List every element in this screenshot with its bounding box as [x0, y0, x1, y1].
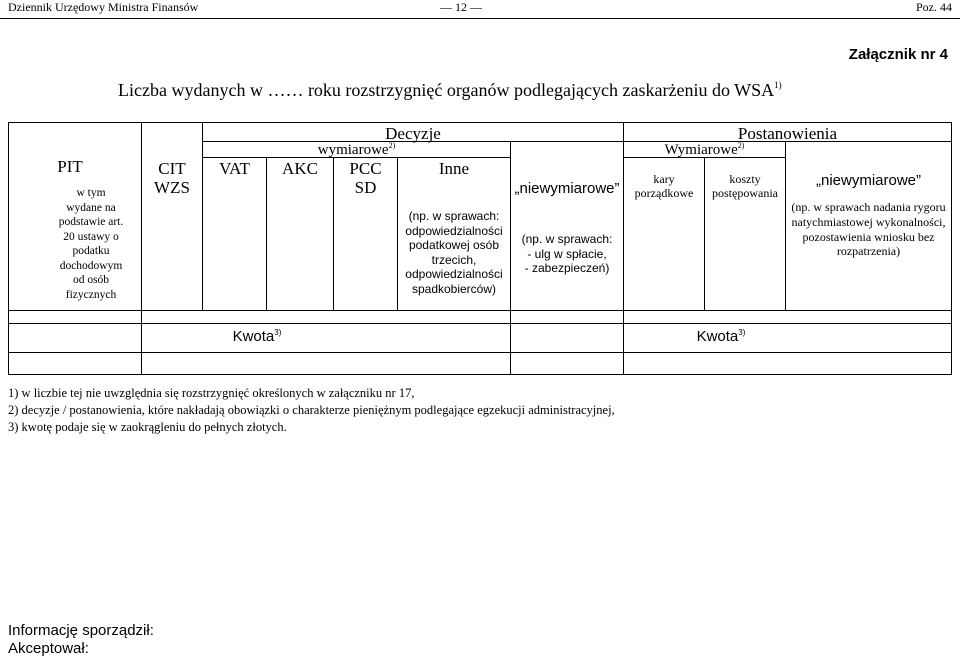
wymiarowe-postanowienia-header [624, 141, 785, 159]
footnotes [8, 385, 615, 436]
koszty-line: postępowania [712, 186, 778, 200]
koszty-line: koszty [729, 172, 761, 186]
niewymiarowe-post-line: natychmiastowej wykonalności, [791, 214, 946, 229]
koszty-header [705, 172, 785, 200]
journal-title: Dziennik Urzędowy Ministra Finansów [8, 0, 199, 14]
inne-line: odpowiedzialności [405, 267, 503, 282]
inne-header: Inne [438, 159, 470, 178]
pit-line: od osób [72, 274, 110, 286]
kwota-decyzje [142, 328, 372, 345]
pit-line: dochodowym [59, 259, 123, 272]
footnote-3: 3) kwotę podaje się w zaokrągleniu do pełnych złotych. [8, 420, 287, 434]
prepared-by-label: Informację sporządził: [8, 622, 154, 639]
niewymiarowe-postanowienia-header: „niewymiarowe” [815, 172, 922, 189]
postanowienia-header: Postanowienia [737, 124, 838, 143]
title-footnote: 1) [774, 80, 782, 90]
niewymiarowe-post-line: pozostawienia wniosku bez [802, 229, 935, 244]
niewymiarowe-decyzje-header: „niewymiarowe” [514, 180, 620, 197]
kwota-postanowienia-label: Kwota [696, 328, 739, 345]
pit-line: podstawie art. [58, 216, 124, 228]
niewymiarowe-dec-line: (np. w sprawach: [521, 232, 613, 246]
niewymiarowe-dec-line: - zabezpieczeń) [524, 261, 610, 276]
footnote-1: 1) w liczbie tej nie uwzględnia się rozstrzygnięć określonych w załączniku nr 17, [8, 386, 415, 400]
kary-header [624, 172, 704, 200]
cit-label: CIT [158, 159, 186, 178]
kary-line: kary [653, 172, 675, 186]
pit-line: podatku [72, 245, 110, 257]
sd-label: SD [354, 178, 377, 197]
document-title-text: Liczba wydanych w …… roku rozstrzygnięć organów podlegających zaskarżeniu do WSA [118, 80, 775, 100]
footnote-3-marker: 3) [274, 328, 282, 337]
niewymiarowe-post-line: rozpatrzenia) [836, 244, 901, 259]
pit-line: fizycznych [65, 288, 117, 301]
pit-subtext [44, 186, 138, 302]
inne-line: (np. w sprawach: [408, 209, 500, 223]
page-number: — 12 — [440, 0, 482, 14]
kary-line: porządkowe [634, 186, 694, 200]
pit-line: w tym [76, 187, 106, 199]
inne-line: podatkowej osób [408, 238, 500, 253]
wymiarowe-decyzje-header [203, 141, 510, 159]
footnote-2-marker-post: 2) [737, 141, 745, 150]
inne-line: trzecich, [431, 252, 477, 267]
pit-line: 20 ustawy o [63, 230, 119, 243]
pit-header: PIT [57, 157, 83, 176]
wzs-label: WZS [154, 178, 190, 197]
niewymiarowe-postanowienia-subtext [786, 200, 951, 259]
pcc-label: PCC [349, 159, 382, 178]
cit-wzs-header [142, 159, 202, 197]
niewymiarowe-dec-line: - ulg w spłacie, [527, 246, 607, 261]
decyzje-header: Decyzje [385, 124, 441, 143]
vat-header: VAT [219, 159, 250, 178]
kwota-postanowienia [611, 328, 831, 345]
pit-line: wydane na [66, 201, 116, 214]
wymiarowe-postanowienia-label: Wymiarowe [664, 142, 738, 158]
niewymiarowe-decyzje-subtext [511, 232, 623, 276]
inne-subtext [398, 209, 510, 297]
akc-header: AKC [282, 159, 318, 178]
item-number: Poz. 44 [916, 0, 952, 14]
kwota-decyzje-label: Kwota [232, 328, 275, 345]
inne-line: spadkobierców) [411, 281, 497, 296]
approved-by-label: Akceptował: [8, 640, 89, 657]
niewymiarowe-post-line: (np. w sprawach nadania rygoru [791, 200, 946, 214]
annex-label: Załącznik nr 4 [848, 46, 948, 63]
inne-line: odpowiedzialności [405, 223, 503, 238]
footnote-2: 2) decyzje / postanowienia, które nakładają obowiązki o charakterze pieniężnym podlegające egzekucji administracyjnej, [8, 403, 615, 417]
footnote-3-marker-post: 3) [738, 328, 746, 337]
pcc-sd-header [334, 159, 397, 197]
footnote-2-marker: 2) [388, 141, 396, 150]
wymiarowe-decyzje-label: wymiarowe [317, 142, 389, 158]
